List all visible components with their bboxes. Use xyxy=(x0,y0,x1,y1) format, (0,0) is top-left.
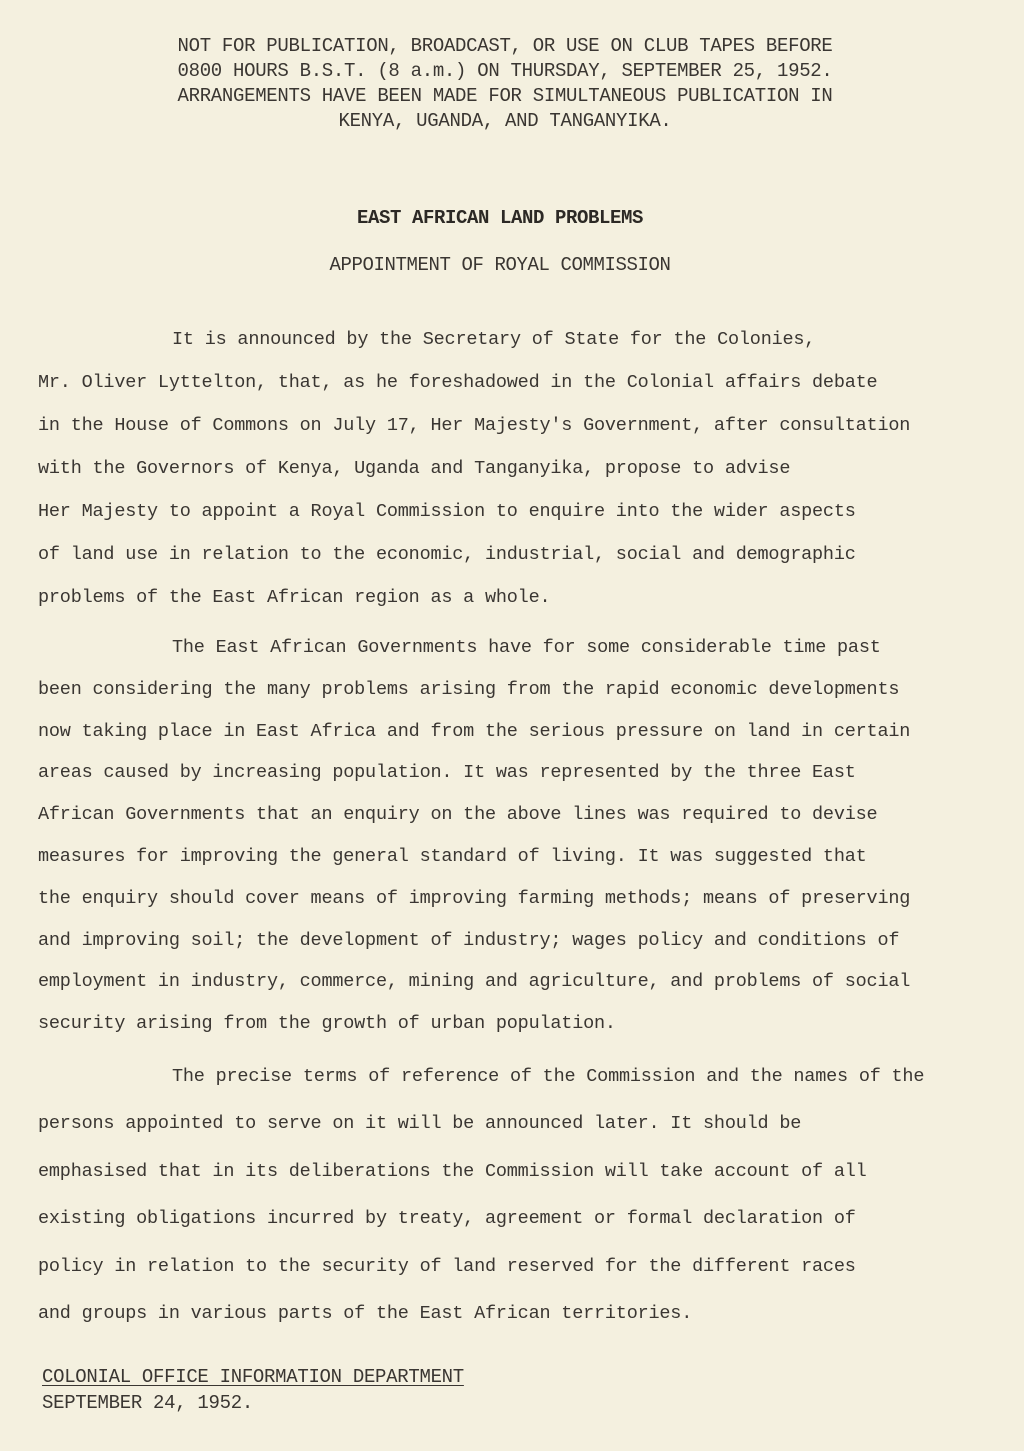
text-line: security arising from the growth of urban population. xyxy=(38,1013,616,1035)
embargo-notice xyxy=(0,34,1010,134)
paragraph-terms xyxy=(38,1053,1000,1337)
embargo-line: NOT FOR PUBLICATION, BROADCAST, OR USE ON CLUB TAPES BEFORE xyxy=(177,35,833,57)
document-title: EAST AFRICAN LAND PROBLEMS xyxy=(356,207,644,229)
text-line: of land use in relation to the economic, industrial, social and demographic xyxy=(38,544,856,565)
text-line: in the House of Commons on July 17, Her Majesty's Government, after consultation xyxy=(38,415,911,436)
text-line: persons appointed to serve on it will be announced later. It should be xyxy=(38,1113,802,1135)
text-line: the enquiry should cover means of improving farming methods; means of preserving xyxy=(38,887,911,909)
text-line: and improving soil; the development of industry; wages policy and conditions of xyxy=(38,929,900,951)
embargo-line: 0800 HOURS B.S.T. (8 a.m.) ON THURSDAY, SEPTEMBER 25, 1952. xyxy=(177,60,833,82)
text-line: African Governments that an enquiry on the above lines was required to devise xyxy=(38,804,878,826)
embargo-line: KENYA, UGANDA, AND TANGANYIKA. xyxy=(338,110,672,132)
text-line: areas caused by increasing population. It was represented by the three East xyxy=(38,762,856,784)
text-line: existing obligations incurred by treaty, agreement or formal declaration of xyxy=(38,1208,856,1230)
document-subtitle: APPOINTMENT OF ROYAL COMMISSION xyxy=(329,254,671,276)
document-footer xyxy=(42,1364,464,1416)
paragraph-announcement xyxy=(38,318,1000,619)
text-line: Her Majesty to appoint a Royal Commission to enquire into the wider aspects xyxy=(38,501,856,522)
text-line: The precise terms of reference of the Commission and the names of the xyxy=(172,1066,925,1087)
text-line: been considering the many problems arising from the rapid economic developments xyxy=(38,678,900,700)
text-line: It is announced by the Secretary of State for the Colonies, xyxy=(172,329,816,350)
text-line: with the Governors of Kenya, Uganda and Tanganyika, propose to advise xyxy=(38,458,791,479)
text-line: employment in industry, commerce, mining and agriculture, and problems of social xyxy=(38,971,911,993)
paragraph-background xyxy=(38,627,1000,1045)
issue-date: SEPTEMBER 24, 1952. xyxy=(42,1392,253,1414)
text-line: and groups in various parts of the East African territories. xyxy=(38,1303,693,1325)
issuing-department: COLONIAL OFFICE INFORMATION DEPARTMENT xyxy=(42,1366,464,1388)
embargo-line: ARRANGEMENTS HAVE BEEN MADE FOR SIMULTANEOUS PUBLICATION IN xyxy=(177,85,833,107)
text-line: problems of the East African region as a whole. xyxy=(38,587,551,608)
text-line: emphasised that in its deliberations the Commission will take account of all xyxy=(38,1160,867,1182)
text-line: policy in relation to the security of land reserved for the different races xyxy=(38,1255,856,1277)
text-line: The East African Governments have for some considerable time past xyxy=(172,637,881,658)
text-line: Mr. Oliver Lyttelton, that, as he foreshadowed in the Colonial affairs debate xyxy=(38,372,878,393)
text-line: now taking place in East Africa and from the serious pressure on land in certain xyxy=(38,720,911,742)
text-line: measures for improving the general standard of living. It was suggested that xyxy=(38,845,867,867)
